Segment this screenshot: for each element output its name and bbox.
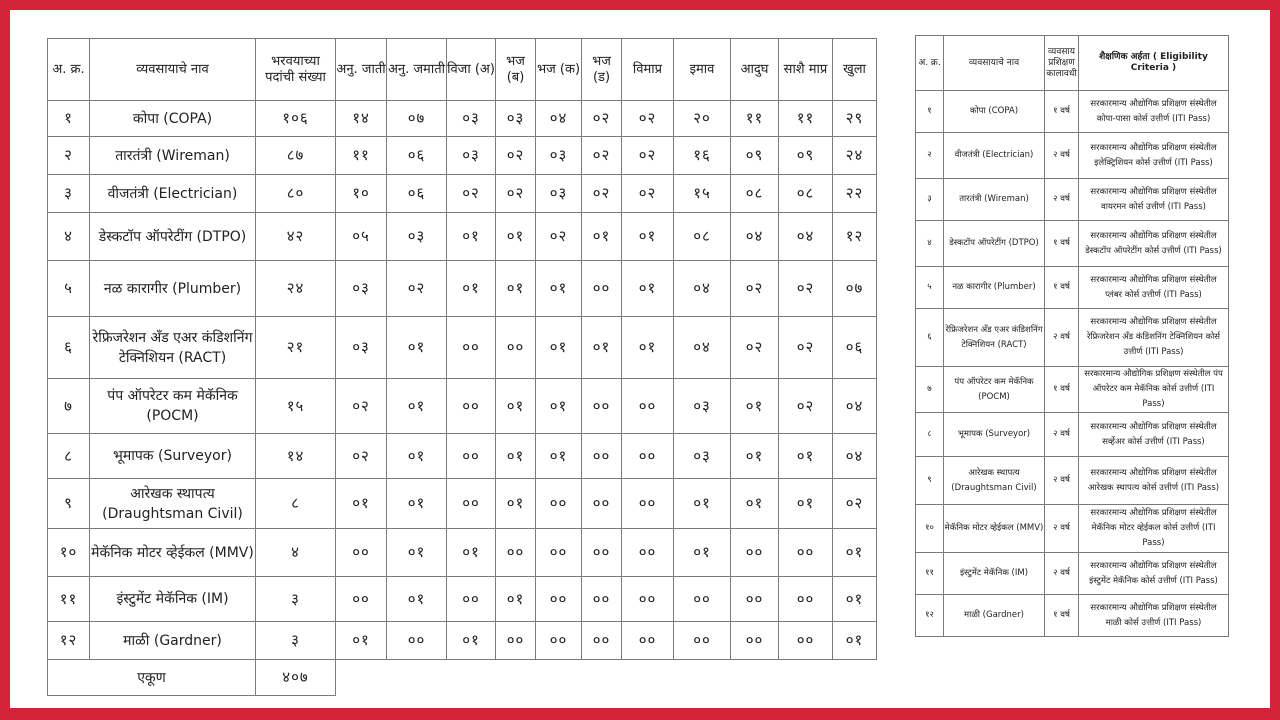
row-cat-value: ०८ <box>674 213 731 261</box>
row-criteria: सरकारमान्य औद्योगिक प्रशिक्षण संस्थेतील सर्व्हेअर कोर्स उत्तीर्ण (ITI Pass) <box>1079 413 1229 457</box>
row-trade-name: इंस्टुमेंट मेकॅनिक (IM) <box>944 553 1045 595</box>
row-total-posts: ४ <box>256 529 336 577</box>
row-cat-value: ०० <box>447 317 496 379</box>
row-sr: ८ <box>916 413 944 457</box>
header-cat: खुला <box>833 39 877 101</box>
row-cat-value: ०० <box>779 622 833 660</box>
row-cat-value: ०१ <box>496 261 536 317</box>
row-cat-value: ०० <box>336 529 387 577</box>
row-cat-value: २४ <box>833 137 877 175</box>
row-cat-value: ०० <box>496 622 536 660</box>
row-cat-value: ०० <box>582 261 622 317</box>
row-cat-value: ०० <box>731 622 779 660</box>
row-cat-value: ०२ <box>582 101 622 137</box>
row-cat-value: ०४ <box>536 101 582 137</box>
row-cat-value: ०१ <box>336 479 387 529</box>
eligibility-row <box>916 505 1229 553</box>
row-cat-value: ०२ <box>622 137 674 175</box>
row-trade-name: माळी (Gardner) <box>90 622 256 660</box>
row-sr: १० <box>48 529 90 577</box>
row-criteria: सरकारमान्य औद्योगिक प्रशिक्षण संस्थेतील पंप ऑपरेटर कम मेकॅनिक कोर्स उत्तीर्ण (ITI Pass) <box>1079 367 1229 413</box>
row-cat-value: ०० <box>536 622 582 660</box>
eligibility-row <box>916 221 1229 267</box>
row-trade-name: पंप ऑपरेटर कम मेकॅनिक (POCM) <box>944 367 1045 413</box>
row-cat-value: १० <box>336 175 387 213</box>
row-cat-value: २९ <box>833 101 877 137</box>
header-cat: अनु. जाती <box>336 39 387 101</box>
vacancy-row <box>48 175 877 213</box>
empty-cell <box>447 660 496 696</box>
row-trade-name: भूमापक (Surveyor) <box>90 434 256 479</box>
row-cat-value: ०१ <box>387 434 447 479</box>
row-trade-name: माळी (Gardner) <box>944 595 1045 637</box>
header-cat: आदुघ <box>731 39 779 101</box>
row-sr: १ <box>48 101 90 137</box>
row-duration: २ वर्ष <box>1045 413 1079 457</box>
row-cat-value: ०६ <box>387 175 447 213</box>
row-cat-value: ०० <box>536 479 582 529</box>
row-cat-value: ०१ <box>387 317 447 379</box>
empty-cell <box>731 660 779 696</box>
header-cat: इमाव <box>674 39 731 101</box>
row-cat-value: ०० <box>622 434 674 479</box>
row-criteria: सरकारमान्य औद्योगिक प्रशिक्षण संस्थेतील माळी कोर्स उत्तीर्ण (ITI Pass) <box>1079 595 1229 637</box>
row-cat-value: ०० <box>496 529 536 577</box>
row-cat-value: ०९ <box>731 137 779 175</box>
row-cat-value: ०० <box>674 577 731 622</box>
row-cat-value: ०३ <box>536 175 582 213</box>
empty-cell <box>674 660 731 696</box>
row-total-posts: ८० <box>256 175 336 213</box>
row-cat-value: ०० <box>622 479 674 529</box>
vacancy-row <box>48 434 877 479</box>
total-value: ४०७ <box>256 660 336 696</box>
header-cat: विमाप्र <box>622 39 674 101</box>
row-trade-name: नळ कारागीर (Plumber) <box>944 267 1045 309</box>
row-cat-value: ०१ <box>447 213 496 261</box>
row-cat-value: ०० <box>582 434 622 479</box>
row-cat-value: ०१ <box>731 379 779 434</box>
row-trade-name: कोपा (COPA) <box>944 91 1045 133</box>
row-sr: ७ <box>916 367 944 413</box>
row-sr: ५ <box>48 261 90 317</box>
header-trade-name: व्यवसायाचे नाव <box>944 36 1045 91</box>
row-cat-value: ०३ <box>387 213 447 261</box>
row-trade-name: डेस्कटॉप ऑपरेटींग (DTPO) <box>944 221 1045 267</box>
row-cat-value: ०६ <box>833 317 877 379</box>
row-total-posts: १०६ <box>256 101 336 137</box>
row-cat-value: ०२ <box>779 261 833 317</box>
row-trade-name: तारतंत्री (Wireman) <box>944 179 1045 221</box>
row-cat-value: ०२ <box>622 175 674 213</box>
vacancy-total-row <box>48 660 877 696</box>
row-cat-value: ०२ <box>731 317 779 379</box>
total-label: एकूण <box>48 660 256 696</box>
row-cat-value: ०० <box>674 622 731 660</box>
row-cat-value: ०० <box>536 529 582 577</box>
row-sr: ११ <box>916 553 944 595</box>
row-cat-value: १२ <box>833 213 877 261</box>
row-cat-value: ०० <box>582 529 622 577</box>
vacancy-row <box>48 622 877 660</box>
header-cat: साशै माप्र <box>779 39 833 101</box>
row-duration: १ वर्ष <box>1045 367 1079 413</box>
row-trade-name: तारतंत्री (Wireman) <box>90 137 256 175</box>
row-sr: ७ <box>48 379 90 434</box>
row-sr: २ <box>916 133 944 179</box>
eligibility-row <box>916 267 1229 309</box>
row-sr: ६ <box>916 309 944 367</box>
row-cat-value: ०१ <box>833 529 877 577</box>
row-criteria: सरकारमान्य औद्योगिक प्रशिक्षण संस्थेतील आरेखक स्थापत्य कोर्स उत्तीर्ण (ITI Pass) <box>1079 457 1229 505</box>
header-cat: अनु. जमाती <box>387 39 447 101</box>
row-sr: ११ <box>48 577 90 622</box>
row-cat-value: ०१ <box>779 434 833 479</box>
row-cat-value: ०० <box>731 529 779 577</box>
row-sr: २ <box>48 137 90 175</box>
row-duration: १ वर्ष <box>1045 91 1079 133</box>
row-cat-value: ०१ <box>496 379 536 434</box>
eligibility-row <box>916 309 1229 367</box>
header-sr: अ. क्र. <box>916 36 944 91</box>
vacancy-row <box>48 317 877 379</box>
row-cat-value: ०१ <box>536 261 582 317</box>
row-cat-value: ०० <box>731 577 779 622</box>
row-cat-value: ०४ <box>833 379 877 434</box>
row-sr: १० <box>916 505 944 553</box>
row-cat-value: ०४ <box>731 213 779 261</box>
row-total-posts: ४२ <box>256 213 336 261</box>
row-cat-value: ०२ <box>336 434 387 479</box>
vacancy-row <box>48 101 877 137</box>
row-sr: ४ <box>48 213 90 261</box>
vacancy-header-row <box>48 39 877 101</box>
row-cat-value: ११ <box>336 137 387 175</box>
row-trade-name: पंप ऑपरेटर कम मेकॅनिक (POCM) <box>90 379 256 434</box>
row-cat-value: ०२ <box>496 137 536 175</box>
row-cat-value: ११ <box>731 101 779 137</box>
row-criteria: सरकारमान्य औद्योगिक प्रशिक्षण संस्थेतील इलेक्ट्रिशियन कोर्स उत्तीर्ण (ITI Pass) <box>1079 133 1229 179</box>
row-sr: ९ <box>916 457 944 505</box>
row-cat-value: ०० <box>779 577 833 622</box>
row-cat-value: ०४ <box>674 261 731 317</box>
row-cat-value: ०३ <box>674 379 731 434</box>
row-total-posts: १५ <box>256 379 336 434</box>
eligibility-table <box>915 35 1229 637</box>
empty-cell <box>496 660 536 696</box>
row-cat-value: ०० <box>582 479 622 529</box>
row-cat-value: ०१ <box>731 479 779 529</box>
header-cat: भज (ब) <box>496 39 536 101</box>
row-cat-value: ०० <box>387 622 447 660</box>
row-cat-value: ०१ <box>496 434 536 479</box>
row-total-posts: ३ <box>256 577 336 622</box>
row-duration: २ वर्ष <box>1045 457 1079 505</box>
eligibility-header-row <box>916 36 1229 91</box>
row-cat-value: ०० <box>447 577 496 622</box>
header-total-posts: भरवयाच्या पदांची संख्या <box>256 39 336 101</box>
row-cat-value: १५ <box>674 175 731 213</box>
empty-cell <box>387 660 447 696</box>
row-sr: ८ <box>48 434 90 479</box>
row-cat-value: ०० <box>779 529 833 577</box>
eligibility-row <box>916 595 1229 637</box>
empty-cell <box>779 660 833 696</box>
row-criteria: सरकारमान्य औद्योगिक प्रशिक्षण संस्थेतील प्लंबर कोर्स उत्तीर्ण (ITI Pass) <box>1079 267 1229 309</box>
header-cat: विजा (अ) <box>447 39 496 101</box>
row-cat-value: ०० <box>622 577 674 622</box>
row-cat-value: ०१ <box>336 622 387 660</box>
row-criteria: सरकारमान्य औद्योगिक प्रशिक्षण संस्थेतील कोपा-पासा कोर्स उत्तीर्ण (ITI Pass) <box>1079 91 1229 133</box>
row-cat-value: ०२ <box>582 175 622 213</box>
header-criteria: शैक्षणिक अर्हता ( Eligibility Criteria ) <box>1079 36 1229 91</box>
row-cat-value: ०३ <box>447 137 496 175</box>
row-cat-value: ०० <box>622 379 674 434</box>
row-cat-value: ०१ <box>622 261 674 317</box>
row-cat-value: ०७ <box>387 101 447 137</box>
row-cat-value: ०३ <box>336 317 387 379</box>
empty-cell <box>833 660 877 696</box>
eligibility-row <box>916 553 1229 595</box>
row-criteria: सरकारमान्य औद्योगिक प्रशिक्षण संस्थेतील वायरमन कोर्स उत्तीर्ण (ITI Pass) <box>1079 179 1229 221</box>
row-cat-value: १४ <box>336 101 387 137</box>
row-trade-name: कोपा (COPA) <box>90 101 256 137</box>
vacancy-row <box>48 379 877 434</box>
empty-cell <box>536 660 582 696</box>
row-sr: ३ <box>916 179 944 221</box>
row-cat-value: ०२ <box>833 479 877 529</box>
header-cat: भज (ड) <box>582 39 622 101</box>
row-cat-value: ०२ <box>731 261 779 317</box>
eligibility-row <box>916 91 1229 133</box>
empty-cell <box>582 660 622 696</box>
row-cat-value: ०१ <box>833 577 877 622</box>
row-trade-name: आरेखक स्थापत्य (Draughtsman Civil) <box>944 457 1045 505</box>
row-cat-value: ०१ <box>582 213 622 261</box>
row-duration: २ वर्ष <box>1045 133 1079 179</box>
row-trade-name: वीजतंत्री (Electrician) <box>944 133 1045 179</box>
row-sr: ५ <box>916 267 944 309</box>
row-trade-name: मेकॅनिक मोटर व्हेईकल (MMV) <box>90 529 256 577</box>
row-cat-value: ०२ <box>779 379 833 434</box>
row-cat-value: ०१ <box>779 479 833 529</box>
row-cat-value: ०२ <box>536 213 582 261</box>
row-cat-value: ०० <box>582 379 622 434</box>
eligibility-row <box>916 457 1229 505</box>
row-trade-name: वीजतंत्री (Electrician) <box>90 175 256 213</box>
row-cat-value: ०१ <box>833 622 877 660</box>
row-cat-value: ०० <box>336 577 387 622</box>
row-cat-value: ०१ <box>496 213 536 261</box>
row-duration: १ वर्ष <box>1045 267 1079 309</box>
row-cat-value: ०३ <box>447 101 496 137</box>
row-cat-value: ०७ <box>833 261 877 317</box>
row-cat-value: ०१ <box>674 529 731 577</box>
row-sr: ९ <box>48 479 90 529</box>
vacancy-row <box>48 261 877 317</box>
row-cat-value: ०५ <box>336 213 387 261</box>
row-cat-value: ०१ <box>582 317 622 379</box>
eligibility-row <box>916 179 1229 221</box>
header-duration: व्यवसाय प्रशिक्षण कालावधी <box>1045 36 1079 91</box>
row-cat-value: ०२ <box>779 317 833 379</box>
row-trade-name: नळ कारागीर (Plumber) <box>90 261 256 317</box>
row-cat-value: ०१ <box>496 479 536 529</box>
row-cat-value: ०० <box>496 317 536 379</box>
row-cat-value: ०० <box>582 622 622 660</box>
eligibility-row <box>916 133 1229 179</box>
row-cat-value: ११ <box>779 101 833 137</box>
row-total-posts: २१ <box>256 317 336 379</box>
row-cat-value: ०४ <box>779 213 833 261</box>
row-cat-value: ०३ <box>674 434 731 479</box>
row-trade-name: रेफ्रिजरेशन अँड एअर कंडिशनिंग टेक्निशियन (RACT) <box>90 317 256 379</box>
row-cat-value: ०२ <box>387 261 447 317</box>
row-criteria: सरकारमान्य औद्योगिक प्रशिक्षण संस्थेतील डेस्कटॉप ऑपरेटींग कोर्स उत्तीर्ण (ITI Pass) <box>1079 221 1229 267</box>
row-cat-value: ०९ <box>779 137 833 175</box>
row-duration: १ वर्ष <box>1045 595 1079 637</box>
row-criteria: सरकारमान्य औद्योगिक प्रशिक्षण संस्थेतील इंस्टुमेंट मेकॅनिक कोर्स उत्तीर्ण (ITI Pass) <box>1079 553 1229 595</box>
row-cat-value: ०६ <box>387 137 447 175</box>
row-cat-value: ०१ <box>622 317 674 379</box>
row-cat-value: ०१ <box>536 434 582 479</box>
vacancy-row <box>48 213 877 261</box>
row-sr: १ <box>916 91 944 133</box>
row-trade-name: आरेखक स्थापत्य (Draughtsman Civil) <box>90 479 256 529</box>
row-sr: १२ <box>48 622 90 660</box>
row-trade-name: रेफ्रिजरेशन अँड एअर कंडिशनिंग टेक्निशियन (RACT) <box>944 309 1045 367</box>
row-cat-value: ०१ <box>447 261 496 317</box>
row-cat-value: ०८ <box>731 175 779 213</box>
row-cat-value: ०३ <box>336 261 387 317</box>
row-cat-value: ०१ <box>447 622 496 660</box>
row-cat-value: ०० <box>447 479 496 529</box>
row-cat-value: ०२ <box>336 379 387 434</box>
empty-cell <box>622 660 674 696</box>
row-trade-name: मेकॅनिक मोटर व्हेईकल (MMV) <box>944 505 1045 553</box>
row-duration: २ वर्ष <box>1045 505 1079 553</box>
row-sr: ३ <box>48 175 90 213</box>
row-sr: ४ <box>916 221 944 267</box>
vacancy-table <box>47 38 877 696</box>
eligibility-row <box>916 413 1229 457</box>
row-total-posts: १४ <box>256 434 336 479</box>
row-total-posts: ८७ <box>256 137 336 175</box>
document-page <box>10 10 1270 708</box>
vacancy-row <box>48 529 877 577</box>
row-duration: १ वर्ष <box>1045 221 1079 267</box>
row-cat-value: ०३ <box>536 137 582 175</box>
row-cat-value: १६ <box>674 137 731 175</box>
row-cat-value: ०२ <box>447 175 496 213</box>
row-trade-name: भूमापक (Surveyor) <box>944 413 1045 457</box>
row-cat-value: ०१ <box>387 479 447 529</box>
row-cat-value: ०० <box>582 577 622 622</box>
row-trade-name: डेस्कटॉप ऑपरेटींग (DTPO) <box>90 213 256 261</box>
header-cat: भज (क) <box>536 39 582 101</box>
row-sr: १२ <box>916 595 944 637</box>
row-cat-value: ०० <box>622 622 674 660</box>
row-cat-value: ०१ <box>387 577 447 622</box>
row-duration: २ वर्ष <box>1045 553 1079 595</box>
eligibility-row <box>916 367 1229 413</box>
row-cat-value: ०१ <box>387 529 447 577</box>
row-cat-value: ०२ <box>582 137 622 175</box>
row-cat-value: ०१ <box>447 529 496 577</box>
row-cat-value: ०१ <box>622 213 674 261</box>
row-cat-value: ०१ <box>496 577 536 622</box>
row-criteria: सरकारमान्य औद्योगिक प्रशिक्षण संस्थेतील मेकॅनिक मोटर व्हेईकल कोर्स उत्तीर्ण (ITI Pass) <box>1079 505 1229 553</box>
row-cat-value: ०० <box>622 529 674 577</box>
vacancy-row <box>48 137 877 175</box>
row-total-posts: ३ <box>256 622 336 660</box>
empty-cell <box>336 660 387 696</box>
row-cat-value: ०१ <box>387 379 447 434</box>
row-duration: २ वर्ष <box>1045 179 1079 221</box>
header-sr: अ. क्र. <box>48 39 90 101</box>
row-cat-value: ०१ <box>674 479 731 529</box>
header-trade-name: व्यवसायाचे नाव <box>90 39 256 101</box>
row-total-posts: २४ <box>256 261 336 317</box>
vacancy-row <box>48 479 877 529</box>
vacancy-row <box>48 577 877 622</box>
row-criteria: सरकारमान्य औद्योगिक प्रशिक्षण संस्थेतील रेफ्रिजरेशन अँड कंडिशनिंग टेक्निशियन कोर्स उत्तीर्ण (ITI Pass) <box>1079 309 1229 367</box>
row-trade-name: इंस्टुमेंट मेकॅनिक (IM) <box>90 577 256 622</box>
row-cat-value: ०० <box>447 379 496 434</box>
row-cat-value: २० <box>674 101 731 137</box>
row-cat-value: ०४ <box>833 434 877 479</box>
row-duration: २ वर्ष <box>1045 309 1079 367</box>
row-cat-value: ०३ <box>496 101 536 137</box>
row-cat-value: ०१ <box>536 317 582 379</box>
row-cat-value: ०२ <box>622 101 674 137</box>
row-cat-value: ०४ <box>674 317 731 379</box>
row-cat-value: ०१ <box>536 379 582 434</box>
row-total-posts: ८ <box>256 479 336 529</box>
row-cat-value: ०२ <box>496 175 536 213</box>
row-cat-value: ०० <box>447 434 496 479</box>
row-cat-value: २२ <box>833 175 877 213</box>
row-cat-value: ०० <box>536 577 582 622</box>
row-cat-value: ०८ <box>779 175 833 213</box>
row-cat-value: ०१ <box>731 434 779 479</box>
row-sr: ६ <box>48 317 90 379</box>
